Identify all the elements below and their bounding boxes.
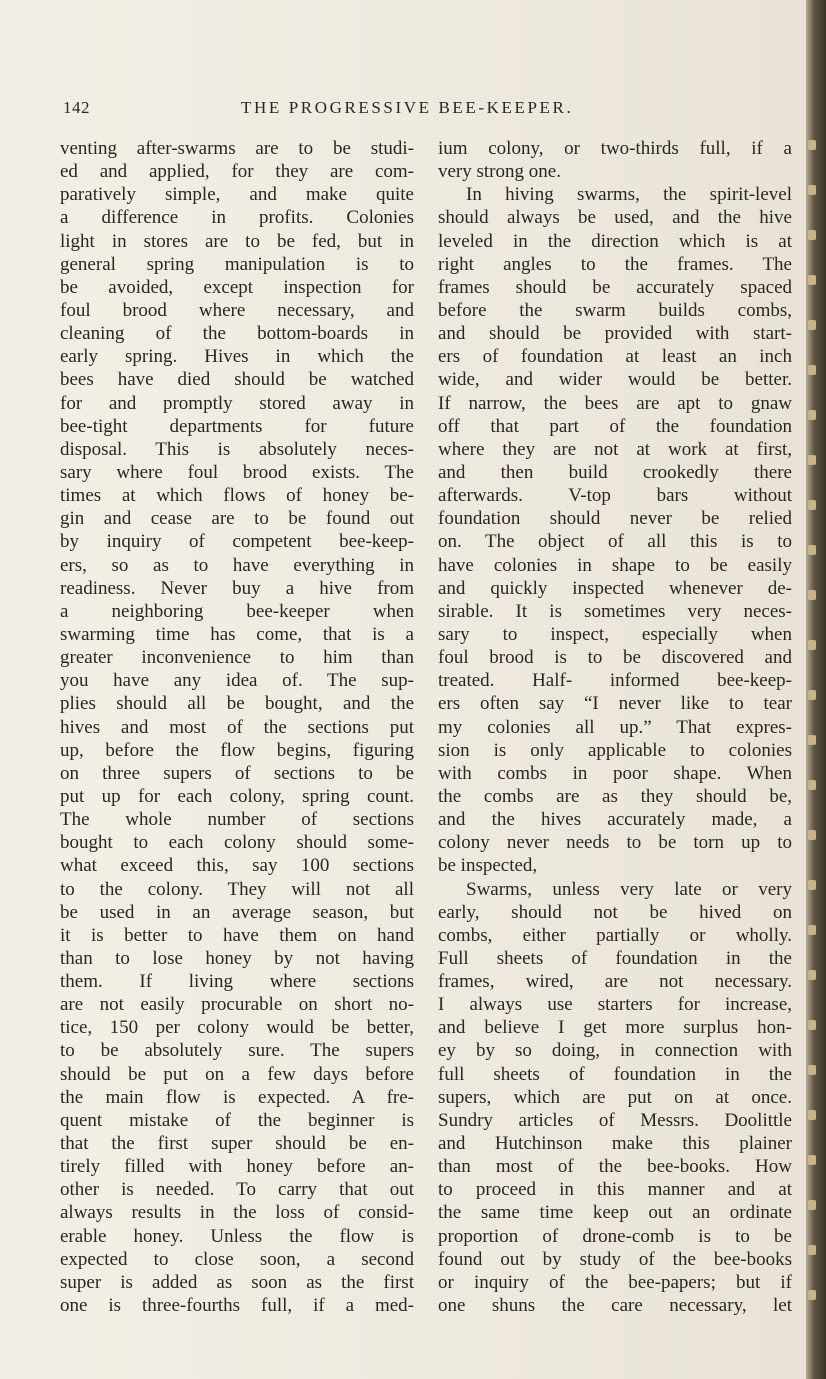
spine-mark: [808, 1245, 816, 1255]
text-line: where they are not at work at first,: [438, 438, 792, 460]
text-line: foundation should never be relied: [438, 508, 792, 530]
text-line: quent mistake of the beginner is: [60, 1109, 414, 1131]
text-line: In hiving swarms, the spirit-level: [466, 184, 792, 206]
text-line: the combs are as they should be,: [438, 785, 792, 807]
text-line: expected to close soon, a second: [60, 1248, 414, 1270]
text-line: ers, so as to have everything in: [60, 554, 414, 576]
text-line: be used in an average season, but: [60, 901, 414, 923]
spine-mark: [808, 690, 816, 700]
spine-mark: [808, 590, 816, 600]
text-line: right angles to the frames. The: [438, 253, 792, 275]
spine-mark: [808, 365, 816, 375]
text-line: bought to each colony should some-: [60, 832, 414, 854]
text-line: treated. Half- informed bee-keep-: [438, 670, 792, 692]
text-line: should be put on a few days before: [60, 1063, 414, 1085]
text-line: wide, and wider would be better.: [438, 369, 792, 391]
spine-mark: [808, 735, 816, 745]
text-line: frames should be accurately spaced: [438, 276, 792, 298]
text-line: paratively simple, and make quite: [60, 184, 414, 206]
text-line: or inquiry of the bee-papers; but if: [438, 1271, 792, 1293]
text-line: put up for each colony, spring count.: [60, 785, 414, 807]
spine-mark: [808, 1020, 816, 1030]
text-line: to the colony. They will not all: [60, 878, 414, 900]
text-line: super is added as soon as the first: [60, 1271, 414, 1293]
page-header: [63, 98, 803, 120]
text-line: tirely filled with honey before an-: [60, 1156, 414, 1178]
text-line: my colonies all up.” That expres-: [438, 716, 792, 738]
text-line: up, before the flow begins, figuring: [60, 739, 414, 761]
text-line: the main flow is expected. A fre-: [60, 1086, 414, 1108]
text-line: plies should all be bought, and the: [60, 693, 414, 715]
text-line: to proceed in this manner and at: [438, 1179, 792, 1201]
text-line: erable honey. Unless the flow is: [60, 1225, 414, 1247]
text-line: should always be used, and the hive: [438, 207, 792, 229]
text-line: on. The object of all this is to: [438, 531, 792, 553]
text-line: and then build crookedly there: [438, 461, 792, 483]
text-line: with combs in poor shape. When: [438, 762, 792, 784]
text-line: I always use starters for increase,: [438, 994, 792, 1016]
text-line: always results in the loss of consid-: [60, 1202, 414, 1224]
text-line: ium colony, or two-thirds full, if a: [438, 138, 792, 159]
running-title: THE PROGRESSIVE BEE-KEEPER.: [241, 98, 574, 117]
text-line: you have any idea of. The sup-: [60, 670, 414, 692]
text-line: full sheets of foundation in the: [438, 1063, 792, 1085]
text-line: sary where foul brood exists. The: [60, 461, 414, 483]
text-line: to be absolutely sure. The supers: [60, 1040, 414, 1062]
text-line: readiness. Never buy a hive from: [60, 577, 414, 599]
spine-mark: [808, 410, 816, 420]
text-line: that the first super should be en-: [60, 1133, 414, 1155]
text-line: what exceed this, say 100 sections: [60, 855, 414, 877]
text-line: Swarms, unless very late or very: [466, 878, 792, 900]
text-line: them. If living where sections: [60, 971, 414, 993]
left-text-column: [60, 137, 414, 1317]
text-line: very strong one.: [438, 161, 561, 183]
text-line: combs, either partially or wholly.: [438, 924, 792, 946]
spine-mark: [808, 1065, 816, 1075]
spine-mark: [808, 1110, 816, 1120]
text-line: than to lose honey by not having: [60, 947, 414, 969]
text-line: than most of the bee-books. How: [438, 1156, 792, 1178]
text-line: cleaning of the bottom-boards in: [60, 323, 414, 345]
right-text-column: [438, 137, 792, 1317]
page-number: 142: [63, 98, 90, 117]
text-line: The whole number of sections: [60, 809, 414, 831]
spine-mark: [808, 545, 816, 555]
text-line: early spring. Hives in which the: [60, 346, 414, 368]
spine-mark: [808, 970, 816, 980]
text-line: Sundry articles of Messrs. Doolittle: [438, 1109, 792, 1131]
text-line: be avoided, except inspection for: [60, 276, 414, 298]
text-line: the same time keep out an ordinate: [438, 1202, 792, 1224]
spine-mark: [808, 455, 816, 465]
text-line: bees have died should be watched: [60, 369, 414, 391]
text-line: foul brood is to be discovered and: [438, 647, 792, 669]
spine-mark: [808, 1290, 816, 1300]
text-line: bee-tight departments for future: [60, 415, 414, 437]
text-line: early, should not be hived on: [438, 901, 792, 923]
spine-mark: [808, 140, 816, 150]
text-line: disposal. This is absolutely neces-: [60, 438, 414, 460]
text-line: light in stores are to be fed, but in: [60, 230, 414, 252]
text-line: for and promptly stored away in: [60, 392, 414, 414]
text-line: venting after-swarms are to be studi-: [60, 138, 414, 159]
text-line: a neighboring bee-keeper when: [60, 600, 414, 622]
text-line: and Hutchinson make this plainer: [438, 1133, 792, 1155]
text-line: one is three-fourths full, if a med-: [60, 1295, 414, 1317]
text-line: before the swarm builds combs,: [438, 299, 792, 321]
text-line: frames, wired, are not necessary.: [438, 971, 792, 993]
spine-mark: [808, 230, 816, 240]
spine-mark: [808, 320, 816, 330]
spine-mark: [808, 1200, 816, 1210]
spine-mark: [808, 500, 816, 510]
text-line: and quickly inspected whenever de-: [438, 577, 792, 599]
text-line: greater inconvenience to him than: [60, 647, 414, 669]
text-line: general spring manipulation is to: [60, 253, 414, 275]
text-line: sirable. It is sometimes very neces-: [438, 600, 792, 622]
spine-mark: [808, 275, 816, 285]
text-line: foul brood where necessary, and: [60, 299, 414, 321]
text-line: tice, 150 per colony would be better,: [60, 1017, 414, 1039]
text-line: ey by so doing, in connection with: [438, 1040, 792, 1062]
text-line: ed and applied, for they are com-: [60, 161, 414, 183]
spine-mark: [808, 880, 816, 890]
text-line: ers of foundation at least an inch: [438, 346, 792, 368]
text-line: colony never needs to be torn up to: [438, 832, 792, 854]
spine-mark: [808, 1155, 816, 1165]
spine-mark: [808, 185, 816, 195]
text-line: swarming time has come, that is a: [60, 623, 414, 645]
text-line: found out by study of the bee-books: [438, 1248, 792, 1270]
text-line: supers, which are put on at once.: [438, 1086, 792, 1108]
text-line: and should be provided with start-: [438, 323, 792, 345]
text-line: sion is only applicable to colonies: [438, 739, 792, 761]
spine-mark: [808, 830, 816, 840]
spine-mark: [808, 925, 816, 935]
text-line: hives and most of the sections put: [60, 716, 414, 738]
text-line: afterwards. V-top bars without: [438, 485, 792, 507]
text-line: off that part of the foundation: [438, 415, 792, 437]
text-line: have colonies in shape to be easily: [438, 554, 792, 576]
spine-mark: [808, 640, 816, 650]
text-line: it is better to have them on hand: [60, 924, 414, 946]
text-line: If narrow, the bees are apt to gnaw: [438, 392, 792, 414]
text-line: other is needed. To carry that out: [60, 1179, 414, 1201]
text-line: be inspected,: [438, 855, 538, 877]
text-line: and believe I get more surplus hon-: [438, 1017, 792, 1039]
text-line: Full sheets of foundation in the: [438, 947, 792, 969]
text-line: by inquiry of competent bee-keep-: [60, 531, 414, 553]
text-line: on three supers of sections to be: [60, 762, 414, 784]
text-line: sary to inspect, especially when: [438, 623, 792, 645]
text-line: and the hives accurately made, a: [438, 809, 792, 831]
text-line: are not easily procurable on short no-: [60, 994, 414, 1016]
text-line: ers often say “I never like to tear: [438, 693, 792, 715]
text-line: times at which flows of honey be-: [60, 485, 414, 507]
spine-mark: [808, 780, 816, 790]
text-line: a difference in profits. Colonies: [60, 207, 414, 229]
text-line: proportion of drone-comb is to be: [438, 1225, 792, 1247]
text-line: leveled in the direction which is at: [438, 230, 792, 252]
text-line: gin and cease are to be found out: [60, 508, 414, 530]
text-line: one shuns the care necessary, let: [438, 1295, 792, 1317]
